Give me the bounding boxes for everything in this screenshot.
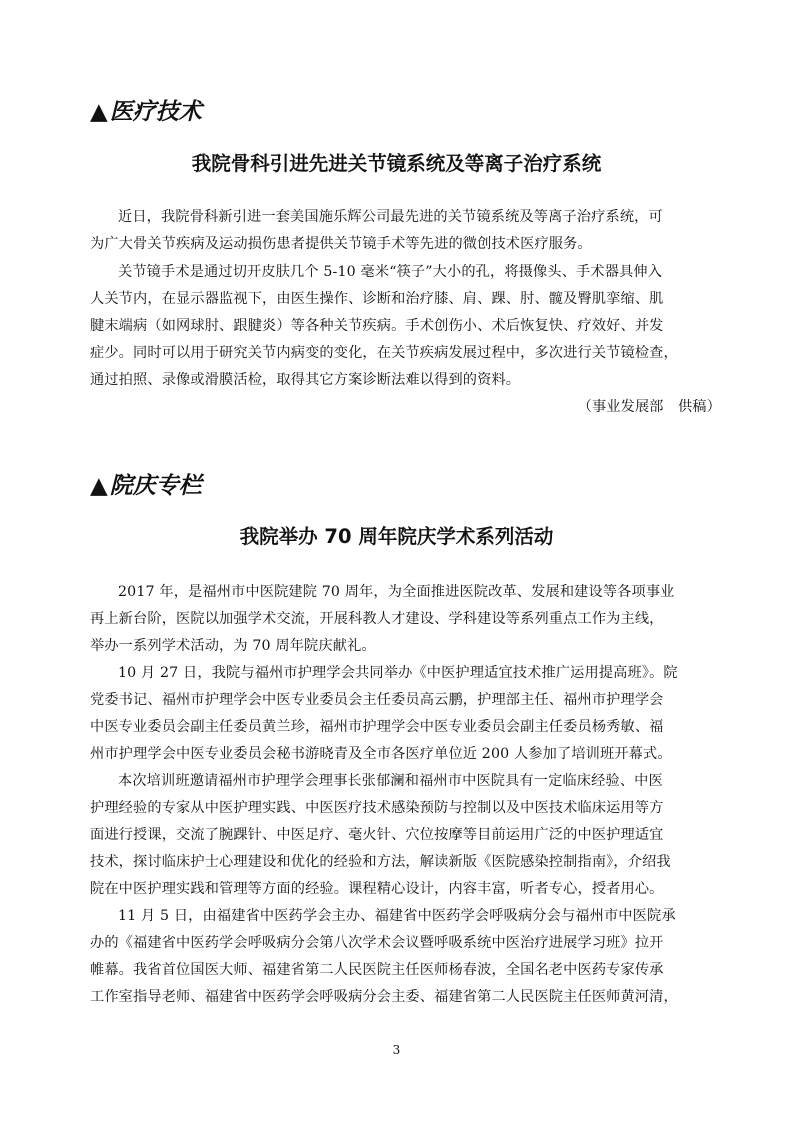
- paragraph-line: 再上新台阶，医院以加强学术交流，开展科教人才建设、学科建设等系列重点工作为主线，: [90, 611, 664, 627]
- paragraph-line: 2017 年，是福州市中医院建院 70 周年，为全面推进医院改革、发展和建设等各项事业: [118, 584, 675, 600]
- article-title: 我院举办 70 周年院庆学术系列活动: [239, 525, 554, 548]
- paragraph-line: 本次培训班邀请福州市护理学会理事长张郁澜和福州市中医院具有一定临床经验、中医: [118, 773, 663, 789]
- article-title: 我院骨科引进先进关节镜系统及等离子治疗系统: [191, 152, 602, 175]
- paragraph-line: 办的《福建省中医药学会呼吸病分会第八次学术会议暨呼吸系统中医治疗进展学习班》拉开: [90, 935, 664, 951]
- paragraph-line: 技术，探讨临床护士心理建设和优化的经验和方法，解读新版《医院感染控制指南》，介绍我: [90, 854, 671, 870]
- paragraph-line: 关节镜手术是通过切开皮肤几个 5-10 毫米“筷子”大小的孔，将摄像头、手术器具伸入: [118, 264, 663, 280]
- paragraph-line: 腱末端病（如网球肘、跟腱炎）等各种关节疾病。手术创伤小、术后恢复快、疗效好、并发: [90, 318, 664, 334]
- paragraph-line: 帷幕。我省首位国医大师、福建省第二人民医院主任医师杨春波，全国名老中医药专家传承: [90, 962, 664, 978]
- article-credit: （事业发展部 供稿）: [577, 399, 721, 415]
- section-heading-text: 院庆专栏: [109, 472, 202, 499]
- paragraph-line: 党委书记、福州市护理学会中医专业委员会主任委员高云鹏，护理部主任、福州市护理学会: [90, 692, 664, 708]
- section-heading-text: 医疗技术: [109, 98, 202, 125]
- paragraph-line: 工作室指导老师、福建省中医药学会呼吸病分会主委、福建省第二人民医院主任医师黄河清，: [90, 989, 678, 1005]
- paragraph-line: 为广大骨关节疾病及运动损伤患者提供关节镜手术等先进的微创技术医疗服务。: [90, 236, 592, 252]
- paragraph-line: 中医专业委员会副主任委员黄兰珍，福州市护理学会中医专业委员会副主任委员杨秀敏、福: [90, 719, 664, 735]
- paragraph-line: 11 月 5 日，由福建省中医药学会主办、福建省中医药学会呼吸病分会与福州市中医院承: [118, 908, 676, 924]
- paragraph-line: 面进行授课，交流了腕踝针、中医足疗、毫火针、穴位按摩等目前运用广泛的中医护理适宜: [90, 827, 664, 843]
- paragraph-line: 护理经验的专家从中医护理实践、中医医疗技术感染预防与控制以及中医技术临床运用等方: [90, 800, 664, 816]
- paragraph-line: 症少。同时可以用于研究关节内病变的变化，在关节疾病发展过程中，多次进行关节镜检查，: [90, 345, 678, 361]
- paragraph-line: 10 月 27 日，我院与福州市护理学会共同举办《中医护理适宜技术推广运用提高班》。院: [118, 665, 678, 681]
- paragraph-line: 人关节内，在显示器监视下，由医生操作、诊断和治疗膝、肩、踝、肘、髋及臀肌挛缩、肌: [90, 291, 664, 307]
- page-number: 3: [392, 1043, 401, 1057]
- paragraph-line: 近日，我院骨科新引进一套美国施乐辉公司最先进的关节镜系统及等离子治疗系统，可: [118, 209, 663, 225]
- paragraph-line: 州市护理学会中医专业委员会秘书游晓青及全市各医疗单位近 200 人参加了培训班开幕式。: [90, 746, 672, 762]
- paragraph-line: 通过拍照、录像或滑膜活检，取得其它方案诊断法难以得到的资料。: [90, 372, 521, 388]
- paragraph-line: 院在中医护理实践和管理等方面的经验。课程精心设计，内容丰富，听者专心，授者用心。: [90, 881, 664, 897]
- paragraph-line: 举办一系列学术活动，为 70 周年院庆献礼。: [90, 638, 376, 654]
- triangle-icon: ▲: [90, 99, 108, 125]
- section-heading-anniversary: [90, 471, 202, 501]
- triangle-icon: ▲: [90, 473, 108, 499]
- section-heading-medical-tech: [90, 97, 202, 127]
